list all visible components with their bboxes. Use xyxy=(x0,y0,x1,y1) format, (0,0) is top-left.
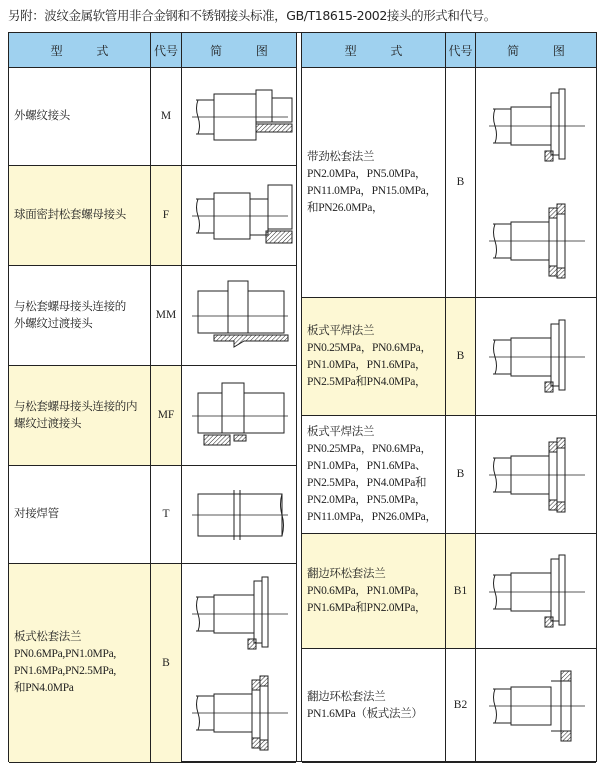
type-text-line: PN2.0MPa，PN5.0MPa， xyxy=(307,167,427,180)
type-text-line: 板式平焊法兰 xyxy=(307,324,375,337)
type-text-line: PN0.6MPa，PN1.0MPa， xyxy=(307,584,427,597)
swivel-nut-fitting-diagram xyxy=(184,171,294,261)
type-text-line: 外螺纹过渡接头 xyxy=(14,317,93,330)
left-row-3-diagram-cell xyxy=(182,366,296,466)
loose-flange-diagram xyxy=(184,668,294,758)
male-thread-fitting-diagram xyxy=(184,72,294,162)
left-row-1-diagram-cell xyxy=(182,166,296,266)
type-text-line: PN1.0MPa，PN1.6MPa、 xyxy=(307,459,427,472)
fitting-types-table xyxy=(8,32,597,762)
left-row-2-diagram-cell xyxy=(182,266,296,366)
left-row-0-diagram-cell xyxy=(182,68,296,166)
left-row-5-code: B xyxy=(151,564,182,763)
left-row-4-type xyxy=(9,466,151,564)
type-text-line: PN0.25MPa，PN0.6MPa， xyxy=(307,341,432,354)
right-row-1-code: B xyxy=(446,298,476,416)
left-row-3-code: MF xyxy=(151,366,182,466)
type-text-line: 球面密封松套螺母接头 xyxy=(14,209,126,221)
type-text-line: 螺纹过渡接头 xyxy=(14,417,82,430)
header-code-left: 代号 xyxy=(151,33,182,68)
type-text-line: 板式平焊法兰 xyxy=(307,425,375,438)
type-text-line: 带劲松套法兰 xyxy=(307,150,375,163)
left-row-1-type xyxy=(9,166,151,266)
header-type-left: 型 式 xyxy=(9,33,151,68)
right-row-0-type xyxy=(302,68,446,298)
left-row-0-code: M xyxy=(151,68,182,166)
type-text-line: PN2.5MPa，PN4.0MPa和 xyxy=(307,476,427,489)
left-row-4-code: T xyxy=(151,466,182,564)
type-text-line: PN11.0MPa，PN15.0MPa， xyxy=(307,184,437,197)
header-diagram-left: 简 图 xyxy=(182,33,296,68)
loose-flange-diagram xyxy=(481,196,591,286)
type-text-line: PN1.6MPa,PN2.5MPa, xyxy=(14,665,116,677)
header-type-right: 型 式 xyxy=(302,33,446,68)
right-row-4-code: B2 xyxy=(446,649,476,763)
type-text-line: 板式松套法兰 xyxy=(14,631,82,643)
type-text-line: 翻边环松套法兰 xyxy=(307,567,386,580)
left-row-5-diagram-cell xyxy=(182,564,296,763)
plate-flange-diagram xyxy=(481,312,591,402)
type-text-line: PN1.0MPa，PN1.6MPa， xyxy=(307,358,427,371)
right-row-2-diagram-cell xyxy=(476,416,596,534)
lap-flange-diagram xyxy=(481,661,591,751)
left-row-3-type xyxy=(9,366,151,466)
left-row-2-code: MM xyxy=(151,266,182,366)
type-text-line: PN0.6MPa,PN1.0MPa, xyxy=(14,648,116,660)
header-diagram-right: 简 图 xyxy=(476,33,596,68)
type-text-line: PN2.5MPa和PN4.0MPa， xyxy=(307,375,427,388)
type-text-line: 翻边环松套法兰 xyxy=(307,690,386,703)
left-row-2-type xyxy=(9,266,151,366)
type-text-line: 与松套螺母接头连接的内 xyxy=(14,400,138,413)
male-adapter-diagram xyxy=(184,271,294,361)
right-row-4-type xyxy=(302,649,446,763)
right-row-3-diagram-cell xyxy=(476,534,596,649)
right-row-0-diagram-cell xyxy=(476,68,596,298)
plate-flange-diagram xyxy=(481,81,591,171)
right-row-3-type xyxy=(302,534,446,649)
header-code-right: 代号 xyxy=(446,33,476,68)
loose-flange-diagram xyxy=(481,430,591,520)
right-row-3-code: B1 xyxy=(446,534,476,649)
type-text-line: PN1.6MPa和PN2.0MPa， xyxy=(307,601,427,614)
left-row-4-diagram-cell xyxy=(182,466,296,564)
type-text-line: 和PN26.0MPa， xyxy=(307,201,384,214)
left-row-0-type xyxy=(9,68,151,166)
type-text-line: 和PN4.0MPa xyxy=(14,682,74,694)
type-text-line: PN11.0MPa，PN26.0MPa， xyxy=(307,510,437,523)
right-row-1-type xyxy=(302,298,446,416)
type-text-line: 外螺纹接头 xyxy=(14,110,70,122)
type-text-line: PN0.25MPa，PN0.6MPa， xyxy=(307,442,432,455)
page-title: 另附：波纹金属软管用非合金钢和不锈钢接头标准，GB/T18615-2002接头的形式和代号。 xyxy=(8,8,496,23)
left-row-5-type xyxy=(9,564,151,763)
right-row-2-code: B xyxy=(446,416,476,534)
type-text-line: 对接焊管 xyxy=(14,508,59,520)
type-text-line: PN2.0MPa，PN5.0MPa， xyxy=(307,493,427,506)
type-text-line: 与松套螺母接头连接的 xyxy=(14,300,126,313)
left-row-1-code: F xyxy=(151,166,182,266)
type-text-line: PN1.6MPa（板式法兰） xyxy=(307,707,423,720)
plate-flange-diagram xyxy=(184,569,294,659)
right-row-4-diagram-cell xyxy=(476,649,596,763)
right-row-1-diagram-cell xyxy=(476,298,596,416)
butt-weld-pipe-diagram xyxy=(184,470,294,560)
plate-flange-diagram xyxy=(481,547,591,637)
right-row-2-type xyxy=(302,416,446,534)
right-row-0-code: B xyxy=(446,68,476,298)
female-adapter-diagram xyxy=(184,371,294,461)
